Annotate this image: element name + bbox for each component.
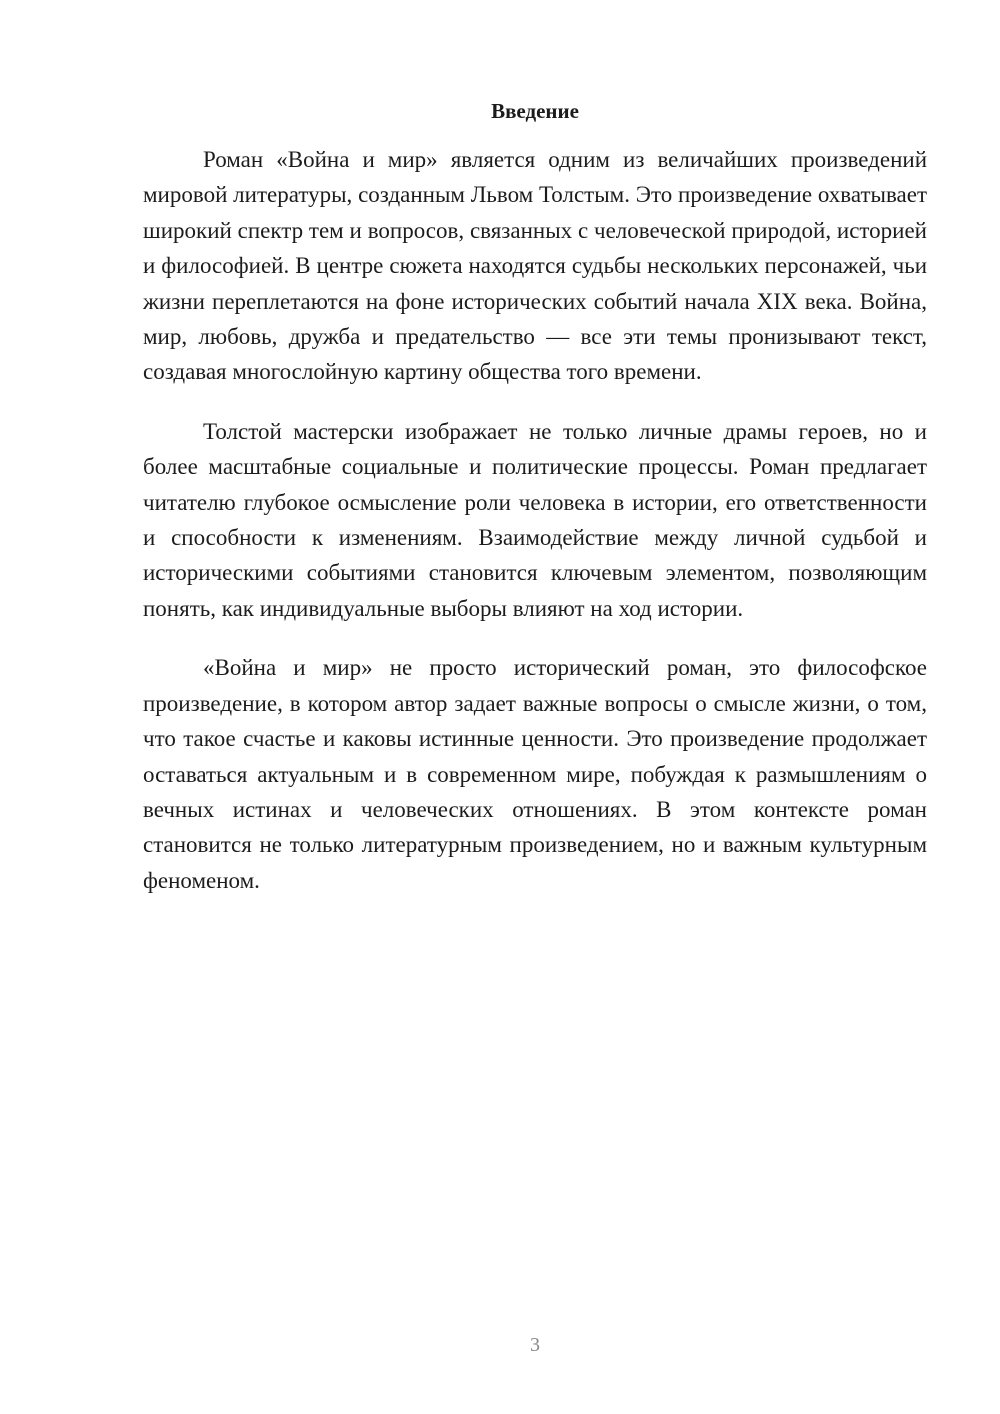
section-heading: Введение [491,99,579,123]
body-text [143,142,927,922]
paragraph-1: Роман «Война и мир» является одним из величайших произведений мировой литературы, созданным Львом Толстым. Это произведение охватывает широкий спектр тем и вопросов, связанных с человеческой природой, историей и философией. В центре сюжета находятся судьбы нескольких персонажей, чьи жизни переплетаются на фоне исторических событий начала XIX века. Война, мир, любовь, дружба и предательство — все эти темы пронизывают текст, создавая многослойную картину общества того времени. [143,147,927,385]
paragraph-3: «Война и мир» не просто исторический роман, это философское произведение, в котором автор задает важные вопросы о смысле жизни, о том, что такое счастье и каковы истинные ценности. Это произведение продолжает оставаться актуальным и в современном мире, побуждая к размышлениям о вечных истинах и человеческих отношениях. В этом контексте роман становится не только литературным произведением, но и важным культурным феноменом. [143,655,927,893]
page-number: 3 [530,1334,540,1356]
paragraph-2: Толстой мастерски изображает не только личные драмы героев, но и более масштабные социальные и политические процессы. Роман предлагает читателю глубокое осмысление роли человека в истории, его ответственности и способности к изменениям. Взаимодействие между личной судьбой и историческими событиями становится ключевым элементом, позволяющим понять, как индивидуальные выборы влияют на ход истории. [143,418,927,621]
